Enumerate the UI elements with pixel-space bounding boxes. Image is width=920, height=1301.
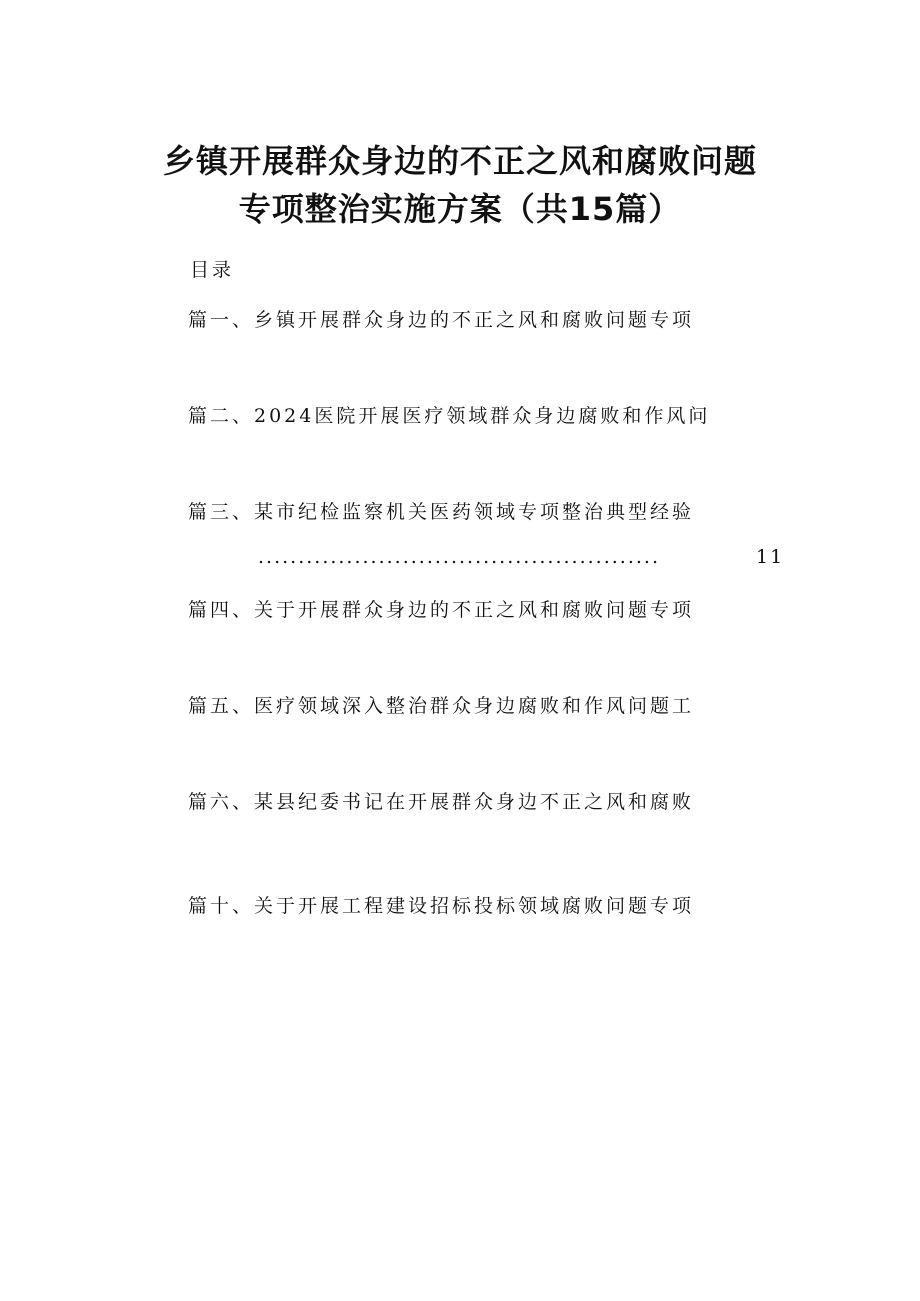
toc-entry-4[interactable]: 篇四、关于开展群众身边的不正之风和腐败问题专项 <box>188 599 695 621</box>
toc-entry-2[interactable]: 篇二、2024医院开展医疗领域群众身边腐败和作风问 <box>188 405 711 427</box>
toc-entry-7[interactable]: 篇十、关于开展工程建设招标投标领域腐败问题专项 <box>188 895 695 917</box>
toc-entry-1[interactable]: 篇一、乡镇开展群众身边的不正之风和腐败问题专项 <box>188 309 695 331</box>
leader-dots: .................................................. <box>258 546 660 568</box>
toc-label: 目录 <box>190 259 235 281</box>
toc-entry-3-page-number: 11 <box>756 546 785 568</box>
toc-entry-5[interactable]: 篇五、医疗领域深入整治群众身边腐败和作风问题工 <box>188 695 695 717</box>
toc-entry-3-leader <box>258 546 784 568</box>
title-line-1: 乡镇开展群众身边的不正之风和腐败问题 <box>162 142 757 180</box>
toc-entry-3[interactable]: 篇三、某市纪检监察机关医药领域专项整治典型经验 <box>188 501 695 523</box>
toc-entry-6[interactable]: 篇六、某县纪委书记在开展群众身边不正之风和腐败 <box>188 791 695 813</box>
title-line-2: 专项整治实施方案（共15篇） <box>238 190 682 228</box>
